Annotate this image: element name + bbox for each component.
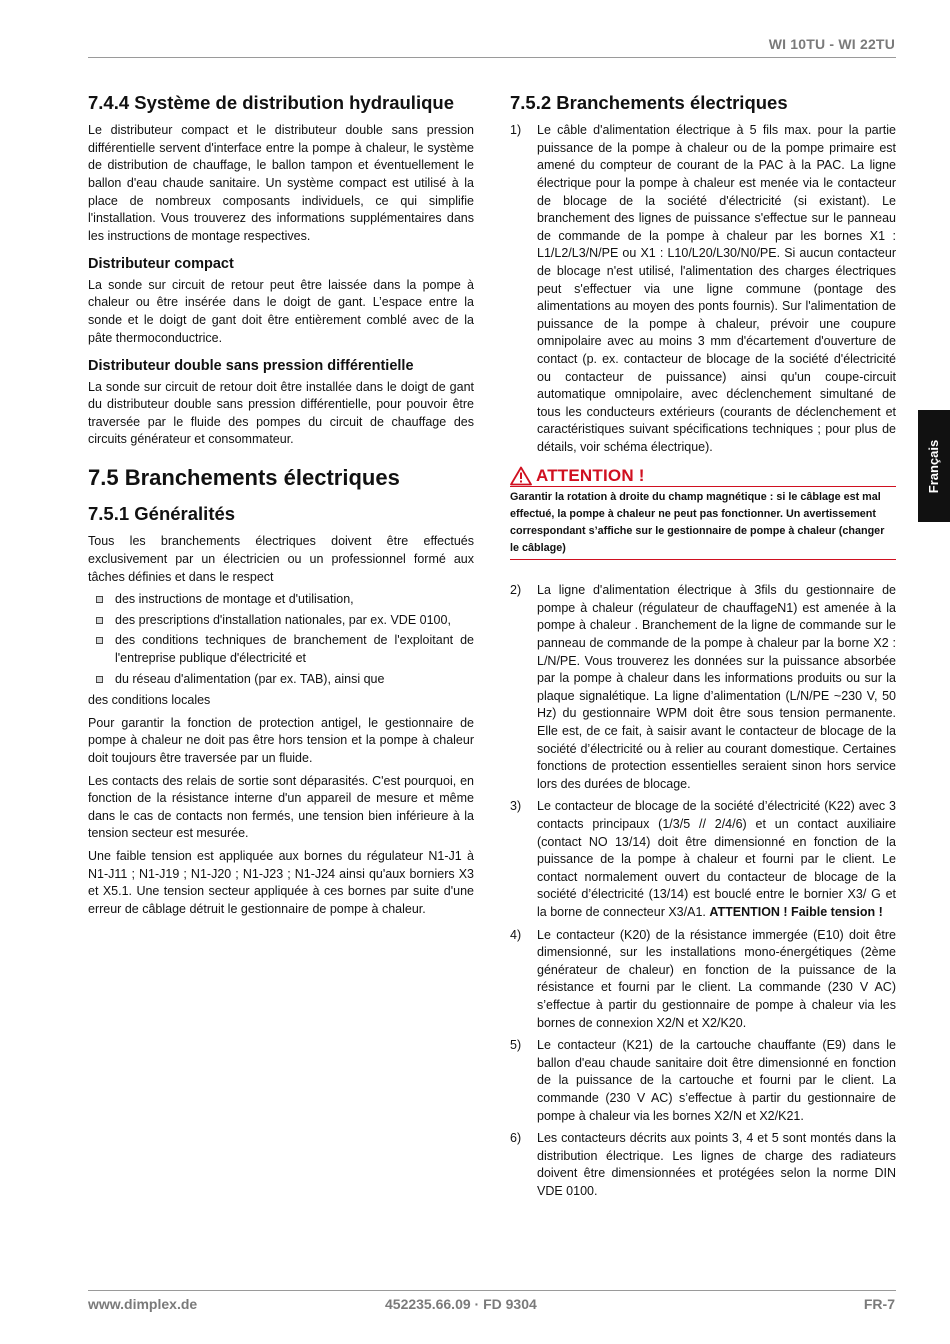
- requirements-list: [88, 591, 474, 688]
- connection-steps-list: [510, 122, 896, 456]
- item-number: 4): [510, 927, 522, 942]
- list-item: des conditions techniques de branchement de l'exploitant de l'entreprise publique d'électricité et: [88, 632, 474, 667]
- double-distributor-heading: Distributeur double sans pression différentielle: [88, 358, 414, 375]
- list-item: des instructions de montage et d'utilisation,: [88, 591, 474, 609]
- left-column: [88, 92, 474, 923]
- section-7-4-4-paragraph: Le distributeur compact et le distributeur double sans pression différentielle servent d'interface entre la pompe à chaleur, le système de distribution de chauffage, le ballon tampon et éventuellement le ballon d'eau chaude sanitaire. Un système compact est utilisé à la place de nombreux composants individuels, ce qui simplifie l'installation. Vous trouverez des informations supplémentaires dans les instructions de montage respectives.: [88, 123, 474, 243]
- list-item: des prescriptions d'installation nationales, par ex. VDE 0100,: [88, 612, 474, 630]
- square-bullet-icon: [96, 617, 103, 624]
- connection-steps-list-continued: [510, 582, 896, 1200]
- square-bullet-icon: [96, 676, 103, 683]
- list-item: [510, 122, 896, 456]
- list-item: [510, 927, 896, 1033]
- local-conditions-text: des conditions locales: [88, 693, 211, 708]
- section-7-5-2-heading: 7.5.2 Branchements électriques: [510, 92, 788, 113]
- square-bullet-icon: [96, 637, 103, 644]
- low-voltage-paragraph: Une faible tension est appliquée aux bornes du régulateur N1-J1 à N1-J11 ; N1-J19 ; N1-J20 ; N1-J23 ; N1-J24 ainsi qu'aux borniers X3 et X5.1. Une tension secteur appliquée à ces bornes par suite d'une erreur de câblage détruit le gestionnaire de pompe à chaleur.: [88, 848, 474, 916]
- item-text: Les contacteurs décrits aux points 3, 4 et 5 sont montés dans la distribution électrique. Les lignes de charge des radiateurs doivent être dimensionnées et protégées selon la norme DIN VDE 0100.: [537, 1131, 896, 1198]
- language-tab-label: Français: [926, 439, 942, 493]
- item-text: Le contacteur (K20) de la résistance immergée (E10) doit être dimensionné, sur les installations mono-énergétiques (2ème générateur de chaleur) en fonction de la puissance de la résistance et fourni par le client. La commande (230 V AC) s’effectue à partir du gestionnaire de pompe à chaleur via les bornes de connexion X2/N et X2/K20.: [537, 927, 896, 1030]
- item-number: 3): [510, 799, 522, 814]
- antifreeze-paragraph: Pour garantir la fonction de protection antigel, le gestionnaire de pompe à chaleur ne doit pas être hors tension et la pompe à chaleur doit toujours être traversée par un fluide.: [88, 715, 474, 765]
- header-title: WI 10TU - WI 22TU: [768, 36, 895, 52]
- low-voltage-warning: ATTENTION ! Faible tension !: [709, 904, 883, 919]
- item-text: La ligne d'alimentation électrique à 3fils du gestionnaire de pompe à chaleur (régulateur de chauffageN1) est amenée à la pompe à chaleur . Branchement de la ligne de commande sur le panneau de commande de la pompe à chaleur par la borne X2 : L/N/PE. Vous trouverez les données sur la puissance absorbée par la pompe à chaleur dans les informations produits ou sur la plaque signalétique. La ligne d’alimentation (L/N/PE ~230 V, 50 Hz) du gestionnaire WPM doit être sous tension permanente. Elle est, de ce fait, à saisir avant le contacteur de blocage de la société d’électricité ou à relier au courant domestique. Certaines fonctions de protection essentielles seraient sinon hors service lors des durées de blocage.: [537, 583, 896, 791]
- double-distributor-paragraph: La sonde sur circuit de retour doit être installée dans le doigt de gant du distributeur double sans pression différentielle, pour pouvoir être traversée par le fluide des pompes du circuit de chauffage des circuits générateur et consommateur.: [88, 379, 474, 447]
- relay-contacts-paragraph: Les contacts des relais de sortie sont déparasités. C'est pourquoi, en fonction de la résistance interne d'un appareil de mesure et même dans le cas de contacts non fermés, une tension bien inférieure à la tension secteur est mesurée.: [88, 773, 474, 841]
- item-text: Le câble d'alimentation électrique à 5 fils max. pour la partie puissance de la pompe à chaleur ou de la pompe primaire est amené du compteur de courant de la PAC à la PAC. La ligne électrique pour la pompe à chaleur est menée via le contacteur de blocage de la société d'électricité (si existant). Le branchement des lignes de puissance s'effectue sur le panneau de commande de la pompe à chaleur par les bornes X1 : L1/L2/L3/N/PE ou X1 : L10/L20/L30/N0/PE. Si aucun contacteur de blocage n'est utilisé, l'alimentation des charges électriques peut s'effectuer via une ligne commune (pontage des alimentations au moyen des ponts fournis). Sur l'alimentation de puissance de la pompe à chaleur, prévoir une coupure omnipolaire avec au moins 3 mm d'écartement d'ouverture de contact (p. ex. contacteur de blocage de la société d'électricité ou contacteur de puissance) ainsi qu'un coupe-circuit automatique omnipolaire, avec déclenchement simultané de tous les conducteurs extérieurs (courants de déclenchement et caractéristiques suivant spécifications techniques ; pour plus de détails, voir schéma électrique).: [537, 123, 896, 454]
- section-7-5-1-heading: 7.5.1 Généralités: [88, 503, 236, 525]
- general-intro: Tous les branchements électriques doivent être effectués exclusivement par un électricien ou un professionnel formé aux tâches définies et dans le respect: [88, 534, 474, 584]
- square-bullet-icon: [96, 596, 103, 603]
- item-number: 5): [510, 1038, 522, 1053]
- list-item: [510, 798, 896, 921]
- item-text: Le contacteur (K21) de la cartouche chauffante (E9) dans le ballon d'eau chaude sanitaire doit être dimensionné en fonction de la puissance de la cartouche et fourni par le client. La commande (230 V AC) s’effectue à partir du gestionnaire de pompe à chaleur via les bornes X2/N et X2/K21.: [537, 1038, 896, 1123]
- list-item: [510, 1037, 896, 1125]
- warning-triangle-icon: [510, 466, 532, 486]
- list-item: du réseau d'alimentation (par ex. TAB), ainsi que: [88, 671, 474, 689]
- item-number: 6): [510, 1131, 522, 1146]
- item-text: Le contacteur de blocage de la société d’électricité (K22) avec 3 contacts principaux (1/3/5 // 2/4/6) et un contact auxiliaire (contact NO 13/14) doit être dimensionné en fonction de la puissance de la pompe à chaleur et fourni par le client. Le contact normalement ouvert du contacteur de blocage de la société d’électricité (13/14) est bouclé entre le bornier X3/ G et la borne de connecteur X3/A1.: [537, 799, 896, 919]
- footer-website: www.dimplex.de: [88, 1296, 198, 1312]
- attention-header: [510, 466, 896, 486]
- footer-document-code: 452235.66.09 · FD 9304: [385, 1296, 537, 1312]
- attention-title: ATTENTION !: [536, 466, 645, 486]
- attention-text: Garantir la rotation à droite du champ magnétique : si le câblage est mal effectué, la pompe à chaleur ne peut pas fonctionner. Un avertissement correspondant s’affiche sur le gestionnaire de pompe à chaleur (changer le câblage): [510, 486, 896, 560]
- footer-page-number: FR-7: [863, 1296, 895, 1312]
- compact-distributor-heading: Distributeur compact: [88, 256, 234, 273]
- list-item: [510, 582, 896, 793]
- compact-distributor-paragraph: La sonde sur circuit de retour peut être laissée dans la pompe à chaleur ou être insérée dans le doigt de gant. L’espace entre la sonde et le doigt de gant doit être entièrement comblé avec de la pâte thermoconductrice.: [88, 277, 474, 345]
- footer-divider: [88, 1290, 896, 1291]
- header-divider: [88, 57, 896, 58]
- section-7-4-4-heading: 7.4.4 Système de distribution hydraulique: [88, 92, 454, 113]
- list-item: [510, 1130, 896, 1200]
- right-column: [510, 92, 896, 1205]
- item-number: 2): [510, 583, 522, 598]
- attention-box: [510, 466, 896, 560]
- item-number: 1): [510, 123, 522, 138]
- language-tab: [918, 410, 950, 522]
- section-7-5-heading: 7.5 Branchements électriques: [88, 464, 400, 490]
